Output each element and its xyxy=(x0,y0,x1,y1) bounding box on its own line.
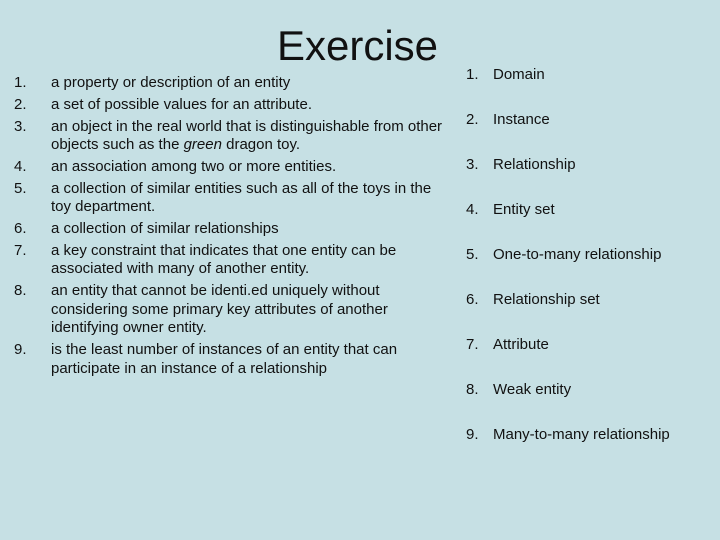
term-item xyxy=(466,109,716,154)
term-text: Relationship set xyxy=(493,291,600,308)
definition-text: is the least number of instances of an entity that can participate in an instance of a relationship xyxy=(51,341,398,377)
definition-item xyxy=(14,96,444,115)
definition-text: a property or description of an entity xyxy=(51,74,291,91)
term-number: 3. xyxy=(466,156,479,173)
definition-item xyxy=(14,74,444,93)
definition-item xyxy=(14,282,444,338)
definition-text: an entity that cannot be identi.ed uniquely without considering some primary key attributes of another identifying owner entity. xyxy=(51,282,388,337)
term-number: 1. xyxy=(466,66,479,83)
term-text: One-to-many relationship xyxy=(493,246,662,263)
terms-list xyxy=(466,64,716,469)
definition-text-emphasis: green xyxy=(183,136,222,154)
term-item xyxy=(466,64,716,109)
definitions-list xyxy=(14,74,444,382)
definition-number: 8. xyxy=(14,282,27,300)
slide-title: Exercise xyxy=(276,22,439,69)
definition-item xyxy=(14,242,444,279)
term-number: 6. xyxy=(466,291,479,308)
definition-number: 3. xyxy=(14,117,27,135)
term-text: Relationship xyxy=(493,156,576,173)
term-item xyxy=(466,334,716,379)
definition-text-part: dragon toy. xyxy=(221,136,301,154)
term-number: 4. xyxy=(466,201,479,218)
term-item xyxy=(466,379,716,424)
term-text: Many-to-many relationship xyxy=(493,426,670,443)
definition-number: 6. xyxy=(14,220,27,238)
term-item xyxy=(466,289,716,334)
definition-text: a collection of similar entities such as all of the toys in the toy department. xyxy=(51,179,432,216)
term-text: Domain xyxy=(493,66,545,83)
term-item xyxy=(466,154,716,199)
definition-text: an association among two or more entities. xyxy=(51,157,337,175)
definition-number: 7. xyxy=(14,241,27,259)
term-item xyxy=(466,424,716,469)
definition-item xyxy=(14,220,444,239)
term-item xyxy=(466,244,716,289)
term-number: 2. xyxy=(466,111,479,128)
definition-item xyxy=(14,118,444,155)
term-number: 5. xyxy=(466,246,479,263)
definition-number: 4. xyxy=(14,157,27,175)
definition-number: 1. xyxy=(14,74,27,91)
term-text: Entity set xyxy=(493,201,555,218)
definition-item xyxy=(14,180,444,217)
definition-text xyxy=(51,118,444,155)
definition-number: 5. xyxy=(14,179,27,197)
definition-item xyxy=(14,158,444,177)
term-number: 7. xyxy=(466,336,479,353)
definition-number: 9. xyxy=(14,341,27,359)
term-text: Weak entity xyxy=(493,381,572,398)
definition-text: a key constraint that indicates that one entity can be associated with many of another entity. xyxy=(51,241,397,278)
definition-item xyxy=(14,341,444,378)
term-text: Instance xyxy=(493,111,550,128)
definition-text-part: an object in the real world that is distinguishable from other objects such as the xyxy=(51,117,443,154)
term-number: 9. xyxy=(466,426,479,443)
term-item xyxy=(466,199,716,244)
term-text: Attribute xyxy=(493,336,549,353)
term-number: 8. xyxy=(466,381,479,398)
definition-number: 2. xyxy=(14,95,27,113)
definition-text: a collection of similar relationships xyxy=(51,220,279,238)
definition-text: a set of possible values for an attribute. xyxy=(51,95,312,113)
